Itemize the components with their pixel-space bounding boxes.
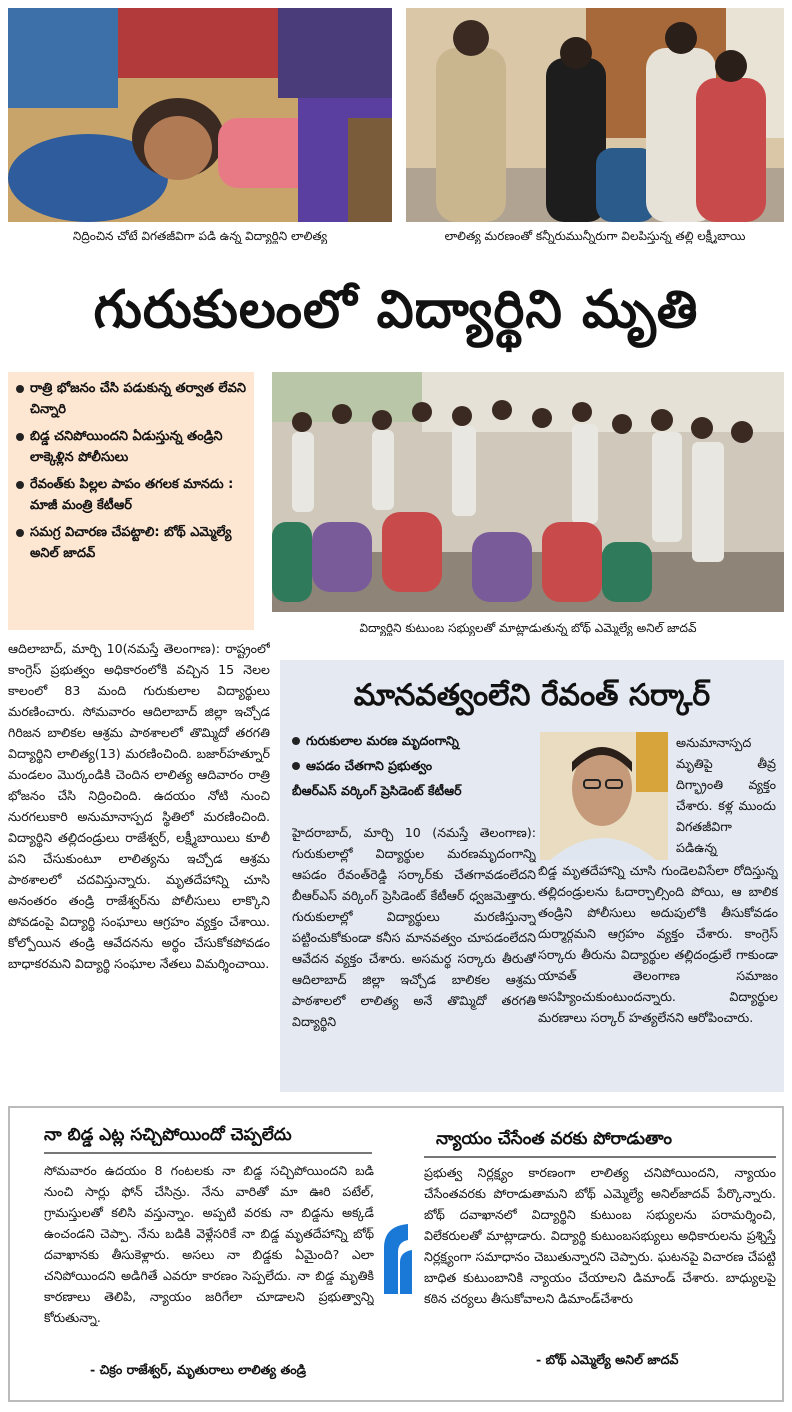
- bullet-icon: [292, 762, 300, 770]
- headline: గురుకులంలో విద్యార్థిని మృతి: [93, 280, 699, 340]
- highlight-item: [16, 378, 246, 420]
- caption-top-left: నిద్రించిన చోటే విగతజీవిగా పడి ఉన్న విద్యార్థిని లాలిత్య: [72, 229, 328, 243]
- highlight-text: బిడ్డ చనిపోయిందని ఏడుస్తున్న తండ్రిని లాక్కెళ్లిన పోలీసులు: [30, 429, 223, 465]
- ktr-story-bottom: బిడ్డ మృతదేహాన్ని చూసి గుండెలవిసేలా రోదిస్తున్న తల్లిదండ్రులను ఓదార్చాల్సింది పోయి, ఆ బాలిక తండ్రిని పోలీసులు అదుపులోకి తీసుకోవడం దుర్మార్గమని ఆగ్రహం వ్యక్తం చేశారు. కాంగ్రెస్ సర్కారు తీరును విద్యార్థుల తల్లిదండ్రులే గాకుండా యావత్ తెలంగాణ సమాజం అసహ్యించుకుంటుందన్నారు. విద్యార్థుల మరణాలు సర్కార్ హత్యలేనని ఆరోపించారు.: [538, 863, 778, 1025]
- photo-mla-with-family-image: [272, 372, 784, 612]
- ktr-bullet-text: ఆపడం చేతగాని ప్రభుత్వం: [306, 758, 433, 773]
- main-story: ఆదిలాబాద్, మార్చి 10(నమస్తే తెలంగాణ): రాష్ట్రంలో కాంగ్రెస్ ప్రభుత్వం అధికారంలోకి వచ్చిన 15 నెలల కాలంలో 83 మంది గురుకులాల విద్యార్థులు మరణించారు. సోమవారం ఆదిలాబాద్ జిల్లా ఇచ్చోడ గిరిజన బాలికల ఆశ్రమ పాఠశాలలో తొమ్మిదో తరగతి విద్యార్థిని లాలిత్య(13) మరణించింది. బజార్‌హత్నూర్ మండలం మొర్కండికి చెందిన లాలిత్య ఆదివారం రాత్రి భోజనం చేసి నిద్రించింది. ఉదయం నోటి నుంచి నురగలుకారి అనుమానాస్పద స్థితిలో మరణించింది. విద్యార్థిని తల్లిదండ్రులు రాజేశ్వర్, లక్ష్మీబాయిలు కూలీ పని చేసుకుంటూ లాలిత్యను ఇచ్చోడ ఆశ్రమ పాఠశాలలో చదవిస్తున్నారు. మృతదేహాన్ని చూసి అనంతరం తండ్రి రాజేశ్వర్‌ను పోలీసులు లాక్కొని పోవడంపై విద్యార్థి సంఘాలు ఆగ్రహం వ్యక్తం చేశాయి. కోల్పోయిన తండ్రి ఆవేదనను అర్థం చేసుకోకపోవడం బాధాకరమని విద్యార్థి సంఘాల నేతలు విమర్శించాయి.: [8, 641, 270, 971]
- mla-quote-body: ప్రభుత్వ నిర్లక్ష్యం కారణంగా లాలిత్య చనిపోయిందని, న్యాయం చేసేంతవరకు పోరాడుతామని బోథ్ ఎమ్మెల్యే అనిల్‌జాదవ్ పేర్కొన్నారు. బోథ్ దవాఖానలో విద్యార్థిని కుటుంబ సభ్యులను పరామర్శించి, విలేకరులతో మాట్లాడారు. విద్యార్థి కుటుంబసభ్యులు అధికారులను ప్రశ్నిస్తే నిర్లక్ష్యంగా సమాధానం చెబుతున్నారని చెప్పారు. ఘటనపై విచారణ చేపట్టి బాధిత కుటుంబానికి న్యాయం చేయాలని డిమాండ్ చేశారు. బాధ్యులపై కఠిన చర్యలు తీసుకోవాలని డిమాండ్‌చేశారు: [424, 1165, 776, 1306]
- caption-middle: విద్యార్థిని కుటుంబ సభ్యులతో మాట్లాడుతున్న బోథ్ ఎమ్మెల్యే అనిల్ జాదవ్: [359, 621, 697, 635]
- highlight-item: [16, 522, 246, 564]
- bullet-icon: [16, 529, 24, 537]
- ktr-bullet: [292, 730, 532, 751]
- highlight-text: రేవంత్‌కు పిల్లల పాపం తగలక మానదు : మాజీ మంత్రి కేటీఆర్: [30, 477, 234, 513]
- ktr-story-right: అనుమానాస్పద మృతిపై తీవ్ర దిగ్భ్రాంతి వ్యక్తం చేశారు. కళ్ల ముందు విగతజీవిగా పడిఉన్న: [676, 735, 776, 855]
- bullet-icon: [16, 385, 24, 393]
- ktr-story-left: హైదరాబాద్, మార్చి 10 (నమస్తే తెలంగాణ): గురుకులాల్లో విద్యార్థుల మరణమృదంగాన్ని ఆపడం రేవంత్‌రెడ్డి సర్కార్‌కు చేతగావడంలేదని బీఆర్‌ఎస్ వర్కింగ్ ప్రెసిడెంట్ కేటీఆర్ ధ్వజమెత్తారు. గురుకులాల్లో విద్యార్థులు మరణిస్తున్నా పట్టించుకోకుండా కనీస మానవత్వం చూపడంలేదని ఆవేదన వ్యక్తం చేశారు. అసమర్థ సర్కారు తీరుతో ఆదిలాబాద్ జిల్లా ఇచ్చోడ బాలికల ఆశ్రమ పాఠశాలలో లాలిత్య అనే తొమ్మిదో తరగతి విద్యార్థిని: [292, 825, 536, 1029]
- photo-student-lying-image: [8, 8, 392, 222]
- divider: [44, 1152, 372, 1154]
- father-quote-signature: - చిక్రం రాజేశ్వర్, మృతురాలు లాలిత్య తండ్రి: [90, 1362, 306, 1377]
- highlight-text: సమగ్ర విచారణ చేపట్టాలి: బోథ్ ఎమ్మెల్యే అనిల్ జాదవ్: [30, 525, 232, 561]
- ktr-byline: బీఆర్‌ఎస్ వర్కింగ్ ప్రెసిడెంట్ కేటీఆర్: [292, 783, 462, 798]
- highlight-item: [16, 426, 246, 468]
- photo-ktr-portrait-image: [540, 732, 668, 860]
- divider: [424, 1156, 776, 1158]
- photo-ktr-portrait: [540, 732, 668, 860]
- highlight-item: [16, 474, 246, 516]
- father-quote-title: నా బిడ్డ ఎట్ల సచ్చిపోయిందో చెప్పలేదు: [44, 1125, 292, 1145]
- ktr-box-title: మానవత్వంలేని రేవంత్ సర్కార్: [353, 678, 711, 713]
- highlight-text: రాత్రి భోజనం చేసి పడుకున్న తర్వాత లేవని చిన్నారి: [30, 381, 246, 417]
- ktr-box-bullets: [292, 730, 532, 805]
- bullet-icon: [16, 481, 24, 489]
- ktr-bullet: [292, 755, 532, 776]
- bullet-icon: [16, 433, 24, 441]
- photo-mla-with-family: [272, 372, 784, 612]
- logo-icon: [378, 1218, 414, 1294]
- photo-student-lying: [8, 8, 392, 222]
- highlights-box: [8, 372, 254, 630]
- bullet-icon: [292, 737, 300, 745]
- mla-quote-title: న్యాయం చేసేంత వరకు పోరాడుతాం: [436, 1129, 673, 1149]
- caption-top-right: లాలిత్య మరణంతో కన్నీరుమున్నీరుగా విలపిస్తున్న తల్లి లక్ష్మీబాయి: [444, 229, 746, 243]
- father-quote-body: సోమవారం ఉదయం 8 గంటలకు నా బిడ్డ సచ్చిపోయిందని బడి నుంచి సార్లు ఫోన్ చేసిన్రు. నేను వారితో మా ఊరి పటేల్, గ్రామస్తులతో కలిసి వస్తున్నాం. అప్పటి వరకు నా బిడ్డను అక్కడే ఉంచండని చెప్పా. నేను బడికి వెళ్లేసరికే నా బిడ్డ మృతదేహాన్ని బోథ్ దవాఖానకు తీసుకెళ్లారు. అసలు నా బిడ్డకు ఏమైంది? ఎలా చనిపోయిందని అడిగితే ఎవరూ కారణం సెప్పలేదు. నా బిడ్డ మృతికి కారణాలు తెలిపి, న్యాయం జరిగేలా చూడాలని ప్రభుత్వాన్ని కోరుతున్నా.: [44, 1163, 374, 1325]
- logo-icon-svg: [378, 1218, 414, 1294]
- photo-mother-crying-image: [406, 8, 784, 222]
- ktr-bullet-text: గురుకులాల మరణ మృదంగాన్ని: [306, 733, 459, 748]
- photo-mother-crying: [406, 8, 784, 222]
- mla-quote-signature: - బోథ్ ఎమ్మెల్యే అనిల్ జాదవ్: [536, 1352, 679, 1367]
